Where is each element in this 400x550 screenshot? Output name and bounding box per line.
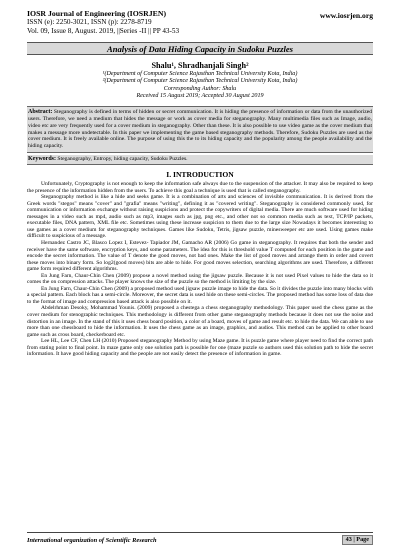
paragraph: En Jung Farn, Chaur-Chin Chen (2009) propose a novel method using the jigsaw puzzle. Because it is not used Pixel values to hide the data so it comes the on compression attacks. The player knows the size of the puzzle so the method is limiting by the size. <box>27 272 373 286</box>
paragraph: Steganography method is like a hide and seeks game. It is a combination of arts and sciences of invisible communication. It is derived from the Greek words "stegos" means "cover" and "grafia" means "writing", defining it as "covered writing". Steganography is considered commonly used, for communication or information exchange without raising suspicions and protect the copywriters of digital media. There are much software used for hiding messages in a video such as mp4, audio such as mp3, images such as jpg, png etc., and other not so common media such as text, TCP/IP packets, executable files, DNA pattern, XML file etc. Sometimes using these increase suspicion to them due to the large size Nowadays it becomes interesting to use games as a cover medium for steganography techniques. Games like Sudoku, Tetris, jigsaw puzzle, minesweeper etc are used. Using games make difficult to suspicious of a message. <box>27 194 373 240</box>
paragraph: Lee HL, Lee CF, Chen LH (2010) Proposed steganography Method by using Maze game. It is puzzle game where player need to find the correct path from stating point to final point. In maze game only one solution path is possible for one (maze puzzle so authors used this solution path to hide the secret information. It have good hiding capacity and the people are not easily detect the presence of information in game. <box>27 338 373 358</box>
keywords-label: Keywords: <box>28 156 56 163</box>
page-footer <box>27 532 373 545</box>
paper-authors: Shalu¹, Shradhanjali Singh² <box>151 61 249 71</box>
abstract-label: Abstract: <box>28 109 53 116</box>
section-heading: I. INTRODUCTION <box>166 170 234 180</box>
introduction-body <box>27 181 373 358</box>
keywords-text: Steganography, Entropy, hiding capacity, Sudoku Puzzles. <box>56 156 188 163</box>
paragraph: En Jung Farn, Chaur-Chin Chen (2009) a proposed method used jigsaw puzzle image to hide the data. So it divides the puzzle into many blocks with a special pattern. Each block has a semi-circle. Moreover, the secret data is used hide on these semi-circles. The proposed method has some loss of data due to the format of image and compression based attack is also possible on it. <box>27 285 373 305</box>
journal-info <box>27 10 179 35</box>
footer-journal: International organization of Scientific Research <box>27 536 157 544</box>
affiliation-2: ²(Department of Computer Science Rajasthan Technical University Kota, India) <box>102 78 298 85</box>
abstract-text: Steganography is defined in terms of hidden or secret communication. It is hiding the presence of information or data from the unauthorized users. Therefore, we need a medium that hides the message or work as cover media for steganography. Many multimedia files such as Image, audio, video etc are very frequently used for a cover medium in steganography. Other than these. It is also possible to use video game as the cover medium that makes a message more undetectable. In this paper we implementing the game based steganography methods. Therefore, Sudoku Puzzles are used as the cover medium. It is freely available online. The purpose of using this the to its hiding capacity and the popularity among the people availability and the hiding capacity. <box>28 109 372 150</box>
issn-line: ISSN (e): 2250-3021, ISSN (p): 2278-8719 <box>27 18 152 27</box>
keywords-box <box>27 155 373 165</box>
journal-website[interactable]: www.iosrjen.org <box>319 11 373 20</box>
paragraph: Unfortunately, Cryptography is not enough to keep the information safe always due to the suspension of the attacker. It may also be required to keep the presence of the information hidden from the users. To achieve this goal a technique is used that is called steganography. <box>27 181 373 194</box>
abstract-box <box>27 106 373 153</box>
corresponding-author: Corresponding Author: Shalu <box>163 85 237 92</box>
paper-title: Analysis of Data Hiding Capacity in Sudoku Puzzles <box>27 42 373 55</box>
volume-line: Vol. 09, Issue 8, August. 2019, ||Series -II || PP 43-53 <box>27 26 180 35</box>
journal-header <box>27 10 373 35</box>
paragraph: Hernandez Castro JC, Blasco Lopez I, Estevez- Tapiador JM, Gamacho AR (2006) Go game in steganography. It requires that both the sender and receiver have the same software, encryption keys, and some parameters. The idea for this is threshold value T computed for each position in the game and encode the secret information. The value of T denote the good moves, not bad ones. Make the list of good moves and arrange them in order and covert these moves into binary form. So log2(good moves) bits are able to hide. For good moves selection, searching algorithms are used. Therefore, a different game form required different algorithms. <box>27 240 373 273</box>
affiliation-1: ¹(Department of Computer Science Rajasthan Technical University Kota, India) <box>102 71 298 78</box>
journal-name: IOSR Journal of Engineering (IOSRJEN) <box>27 9 167 18</box>
paragraph: Abdelrhman Desoky, Mohammad Younis. (2009) proposed a chestega a chess steganography methodology. This paper used the chess game as the cover medium for stenographic techniques. This methodology is different from other game steganography methods because it does not use the noise and distortion in an image. In the stand of this it uses chess board position, a color of a board, moves of game and result etc. to hide the data. We can able to use more than one chessboard to hide the information. It uses the chess game as an image, graphics, and audios. This method can be applied to other board game such as cross board, checkerboard etc. <box>27 305 373 338</box>
received-accepted-dates: Received 15 August 2019; Accepted 30 August 2019 <box>136 92 264 99</box>
page-number: 43 | Page <box>342 535 373 545</box>
